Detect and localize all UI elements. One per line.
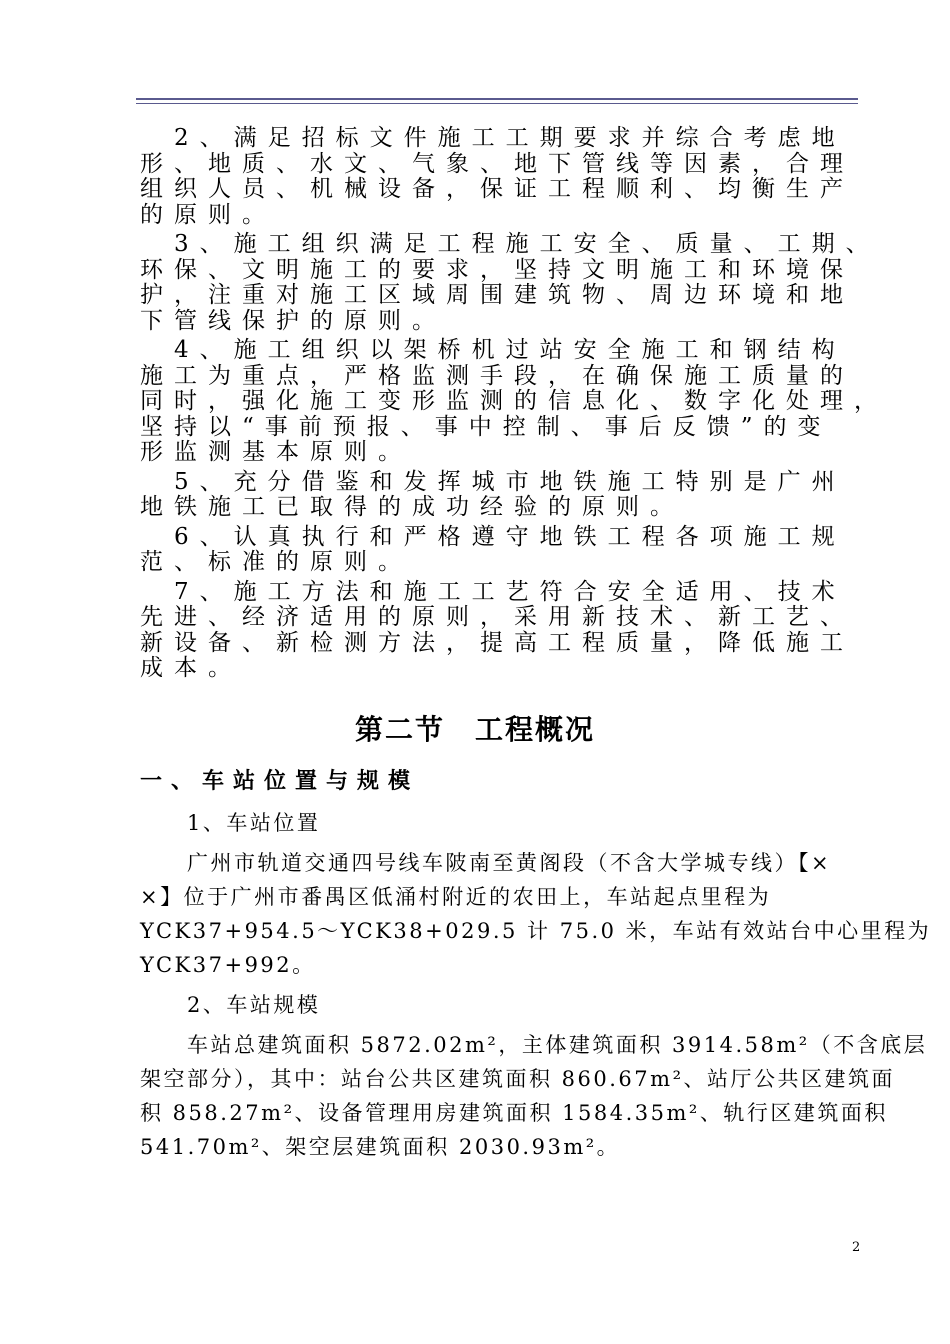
text-line: 7、施工方法和施工工艺符合安全适用、技术 [140,578,846,605]
principle-item [140,525,880,576]
text-line: 组织人员、机械设备，保证工程顺利、均衡生产 [140,176,854,202]
text-line: 的原则。 [140,201,276,228]
text-line: 同时，强化施工变形监测的信息化、数字化处理， [140,388,888,414]
text-line: 541.70m²、架空层建筑面积 2030.93m²。 [140,1135,621,1159]
header-rule [136,98,858,104]
principles-list [140,125,888,682]
text-line: 环保、文明施工的要求，坚持文明施工和环境保 [140,256,854,283]
location-heading: 1、车站位置 [140,811,321,835]
principle-item [140,232,880,334]
text-line: ×】位于广州市番禺区低涌村附近的农田上，车站起点里程为 [140,885,772,909]
principle-item [140,580,880,682]
text-line: 5、充分借鉴和发挥城市地铁施工特别是广州 [140,468,846,495]
text-line: 积 858.27m²、设备管理用房建筑面积 1584.35m²、轨行区建筑面积 [140,1101,888,1125]
text-line: YCK37+954.5～YCK38+029.5 计 75.0 米，车站有效站台中心里程为 [140,919,932,943]
text-line: 广州市轨道交通四号线车陂南至黄阁段（不含大学城专线）【× [140,851,832,875]
text-line: 护，注重对施工区域周围建筑物、周边环境和地 [140,282,854,308]
text-line: 6、认真执行和严格遵守地铁工程各项施工规 [140,523,846,550]
body-text [140,806,932,1164]
principle-item [140,470,880,521]
text-line: 新设备、新检测方法，提高工程质量，降低施工 [140,629,854,656]
text-line: 先进、经济适用的原则，采用新技术、新工艺、 [140,604,854,630]
page-number: 2 [852,1240,861,1255]
text-line: 形监测基本原则。 [140,439,412,465]
text-line: 形、地质、水文、气象、地下管线等因素，合理 [140,150,854,177]
section-title: 第二节 工程概况 [354,713,595,746]
text-line: 3、施工组织满足工程施工安全、质量、工期、 [140,231,880,257]
text-line: 4、施工组织以架桥机过站安全施工和钢结构 [140,337,846,363]
text-line: 施工为重点，严格监测手段，在确保施工质量的 [140,362,854,389]
subsection-heading: 一、车站位置与规模 [140,769,420,794]
text-line: 坚持以“事前预报、事中控制、事后反馈”的变 [140,413,832,440]
text-line: 车站总建筑面积 5872.02m²，主体建筑面积 3914.58m²（不含底层 [140,1033,928,1057]
text-line: 下管线保护的原则。 [140,307,446,334]
principle-item [140,126,880,228]
scale-heading: 2、车站规模 [140,993,321,1017]
text-line: 2、满足招标文件施工工期要求并综合考虑地 [140,125,846,151]
text-line: YCK37+992。 [140,953,316,977]
text-line: 范、标准的原则。 [140,549,412,575]
text-line: 成本。 [140,655,242,681]
text-line: 地铁施工已取得的成功经验的原则。 [140,494,684,520]
principle-item [140,337,888,466]
text-line: 架空部分），其中：站台公共区建筑面积 860.67m²、站厅公共区建筑面 [140,1067,895,1091]
